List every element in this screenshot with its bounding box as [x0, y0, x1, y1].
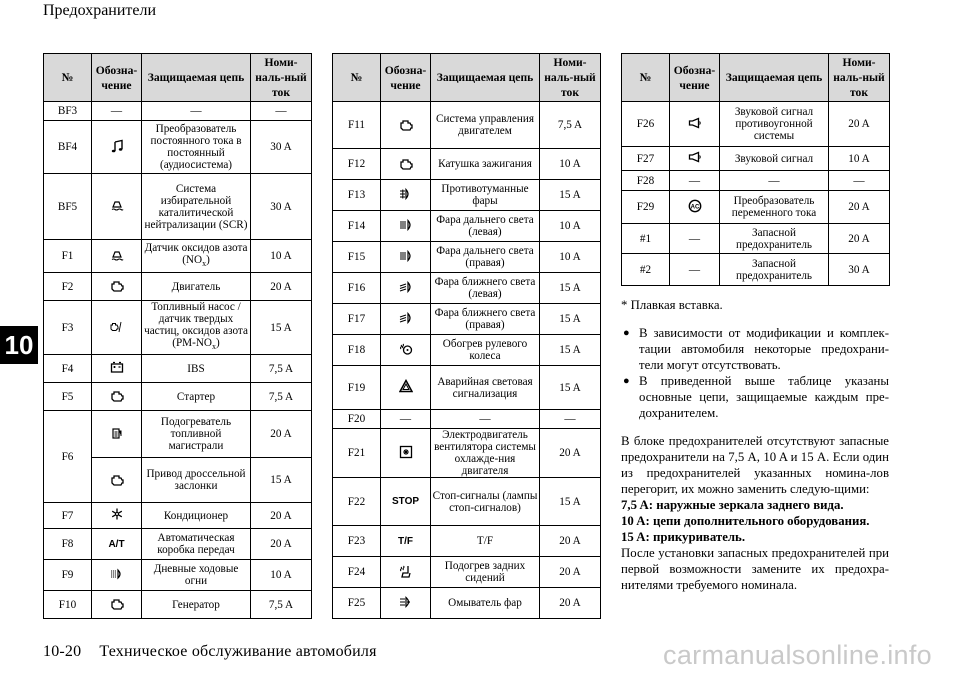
- fuse-number: F5: [44, 383, 92, 411]
- rating-cell: 15 A: [540, 478, 601, 526]
- dash-glyph: —: [688, 263, 701, 276]
- ac-inverter-icon: [688, 199, 702, 213]
- dash-glyph: —: [688, 232, 701, 245]
- engine-icon: [110, 596, 124, 610]
- fuse-number: F6: [44, 411, 92, 503]
- circuit-cell: Стоп-сигналы (лампы стоп-сигналов): [431, 478, 540, 526]
- rating-cell: 10 A: [251, 560, 312, 591]
- fuse-number: F29: [622, 191, 670, 224]
- headlamp-washer-icon: [399, 595, 413, 609]
- page-header: Предохранители: [43, 2, 157, 19]
- designation-cell: [381, 410, 431, 429]
- circuit-cell: —: [720, 171, 829, 191]
- circuit-cell: —: [431, 410, 540, 429]
- designation-cell: [381, 366, 431, 410]
- dash-glyph: —: [110, 105, 123, 117]
- circuit-cell: Привод дроссельной заслонки: [142, 458, 251, 503]
- rating-cell: 20 A: [540, 429, 601, 478]
- fog-light-icon: [399, 187, 413, 201]
- table-row: [44, 174, 312, 240]
- rating-cell: 20 A: [251, 411, 312, 458]
- designation-cell: [92, 240, 142, 273]
- fuse-number: F2: [44, 273, 92, 301]
- fuse-number: F24: [333, 557, 381, 588]
- table-row: [44, 411, 312, 458]
- circuit-cell: —: [142, 102, 251, 121]
- drl-icon: [110, 567, 124, 581]
- rating-cell: 30 A: [251, 121, 312, 174]
- fuse-number: F18: [333, 335, 381, 366]
- label-icon: STOP: [391, 496, 420, 507]
- rating-cell: 15 A: [540, 335, 601, 366]
- fuse-number: F15: [333, 242, 381, 273]
- designation-cell: [381, 335, 431, 366]
- rating-cell: 20 A: [251, 273, 312, 301]
- table-row: [333, 149, 601, 180]
- rating-cell: 7,5 A: [540, 102, 601, 149]
- fuse-number: F16: [333, 273, 381, 304]
- rating-cell: 10 A: [540, 149, 601, 180]
- engine-icon: [399, 117, 413, 131]
- designation-cell: [92, 503, 142, 529]
- bullet-2: ● В приведенной выше таблице указаны основные цепи, защищаемые каждым пре-дохранителем.: [621, 373, 889, 421]
- table-row: [333, 429, 601, 478]
- fuse-number: F27: [622, 147, 670, 171]
- page-footer: [43, 643, 377, 661]
- table-row: [333, 242, 601, 273]
- table-row: [44, 383, 312, 411]
- fuse-number: F25: [333, 588, 381, 619]
- circuit-cell: Датчик оксидов азота $(NO_x)$: [142, 240, 251, 273]
- rating-cell: 20 A: [829, 191, 890, 224]
- circuit-cell: Катушка зажигания: [431, 149, 540, 180]
- circuit-cell: Система управления двигателем: [431, 102, 540, 149]
- header-circuit: Защищаемая цепь: [431, 54, 540, 102]
- fuse-number: F23: [333, 526, 381, 557]
- table-row: [44, 240, 312, 273]
- designation-cell: [92, 560, 142, 591]
- table-row: [333, 335, 601, 366]
- horn-icon: [688, 150, 702, 164]
- fuse-number: F26: [622, 102, 670, 147]
- header-num: №: [333, 54, 381, 102]
- spare-7-5a: 7,5 A: наружные зеркала заднего вида.: [621, 498, 844, 512]
- fan-motor-icon: [399, 445, 413, 459]
- circuit-cell: Двигатель: [142, 273, 251, 301]
- circuit-cell: Противотуманные фары: [431, 180, 540, 211]
- fuse-number: #2: [622, 254, 670, 286]
- fuse-number: F22: [333, 478, 381, 526]
- rating-cell: 7,5 A: [251, 591, 312, 619]
- bullet-1: ● В зависимости от модификации и комплек-тации автомобиля некоторые предохрани-тели могут отсутствовать.: [621, 325, 889, 373]
- fuel-heater-icon: [110, 426, 124, 440]
- fuse-number: BF3: [44, 102, 92, 121]
- table-row: [333, 526, 601, 557]
- header-num: №: [44, 54, 92, 102]
- circuit-cell: Звуковой сигнал: [720, 147, 829, 171]
- designation-cell: [381, 102, 431, 149]
- rating-cell: 7,5 A: [251, 355, 312, 383]
- header-designation: Обозна-чение: [381, 54, 431, 102]
- rating-cell: 7,5 A: [251, 383, 312, 411]
- dash-glyph: —: [688, 174, 701, 187]
- engine-icon: [110, 388, 124, 402]
- engine-icon: [110, 278, 124, 292]
- circuit-cell: Обогрев рулевого колеса: [431, 335, 540, 366]
- label-icon: A/T: [108, 538, 125, 550]
- circuit-cell: Дневные ходовые огни: [142, 560, 251, 591]
- footnote: * Плавкая вставка.: [621, 298, 723, 312]
- circuit-cell: Стартер: [142, 383, 251, 411]
- heated-wheel-icon: [399, 342, 413, 356]
- fuse-number: BF4: [44, 121, 92, 174]
- table-row: [44, 503, 312, 529]
- table-row: [333, 102, 601, 149]
- circuit-cell: Автоматическая коробка передач: [142, 529, 251, 560]
- table-row: [622, 224, 890, 254]
- fuse-number: F9: [44, 560, 92, 591]
- fuse-number: F10: [44, 591, 92, 619]
- designation-cell: [381, 304, 431, 335]
- rating-cell: 30 A: [251, 174, 312, 240]
- rating-cell: 20 A: [829, 102, 890, 147]
- table-row: [333, 304, 601, 335]
- header-num: №: [622, 54, 670, 102]
- header-circuit: Защищаемая цепь: [142, 54, 251, 102]
- table-row: [333, 588, 601, 619]
- designation-cell: [381, 478, 431, 526]
- footer-title: Техническое обслуживание автомобиля: [99, 643, 377, 660]
- table-row: [44, 121, 312, 174]
- circuit-cell: Фара дальнего света (правая): [431, 242, 540, 273]
- fuse-number: F7: [44, 503, 92, 529]
- designation-cell: [381, 588, 431, 619]
- header-rating: Номи-наль-ный ток: [540, 54, 601, 102]
- designation-cell: [670, 102, 720, 147]
- spare-paragraph: В блоке предохранителей отсутствуют запасные предохранители на 7,5 A, 10 A и 15 A. Если один из предохранителей указанных номина-лов перегорит, их можно заменить следую-щими:: [621, 434, 889, 496]
- fuse-number: F19: [333, 366, 381, 410]
- circuit-cell: Подогрев задних сидений: [431, 557, 540, 588]
- circuit-cell: Электродвигатель вентилятора системы охлажде-ния двигателя: [431, 429, 540, 478]
- circuit-cell: Омыватель фар: [431, 588, 540, 619]
- designation-cell: [92, 102, 142, 121]
- designation-cell: [670, 254, 720, 286]
- fuse-number: #1: [622, 224, 670, 254]
- header-designation: Обозна-чение: [92, 54, 142, 102]
- designation-cell: [92, 301, 142, 355]
- table-row: [44, 355, 312, 383]
- fuse-number: F28: [622, 171, 670, 191]
- rating-cell: 20 A: [251, 529, 312, 560]
- header-rating: Номи-наль-ный ток: [251, 54, 312, 102]
- fuse-number: F13: [333, 180, 381, 211]
- rating-cell: 15 A: [540, 273, 601, 304]
- header-rating: Номи-наль-ный ток: [829, 54, 890, 102]
- circuit-cell: Запасной предохранитель: [720, 254, 829, 286]
- circuit-cell: Фара ближнего света (правая): [431, 304, 540, 335]
- rating-cell: 10 A: [251, 240, 312, 273]
- fuse-table-1: [43, 53, 312, 619]
- circuit-cell: Запасной предохранитель: [720, 224, 829, 254]
- scr-catalyst-icon: [110, 198, 124, 212]
- designation-cell: [381, 242, 431, 273]
- high-beam-icon: [399, 249, 413, 263]
- circuit-cell: Аварийная световая сигнализация: [431, 366, 540, 410]
- circuit-cell: Система избирательной каталитической нейтрализации (SCR): [142, 174, 251, 240]
- circuit-cell: Топливный насос / датчик твердых частиц, оксидов азота $(PM-NO_x)$: [142, 301, 251, 355]
- high-beam-icon: [399, 218, 413, 232]
- fuse-number: F11: [333, 102, 381, 149]
- circuit-cell: Звуковой сигнал противоугонной системы: [720, 102, 829, 147]
- rating-cell: 10 A: [829, 147, 890, 171]
- fuse-number: F21: [333, 429, 381, 478]
- table-row: [622, 147, 890, 171]
- designation-cell: [381, 211, 431, 242]
- rating-cell: —: [829, 171, 890, 191]
- spare-15a: 15 A: прикуриватель.: [621, 530, 746, 544]
- rating-cell: 15 A: [251, 458, 312, 503]
- table-row: [333, 180, 601, 211]
- rating-cell: 10 A: [540, 211, 601, 242]
- designation-cell: [670, 147, 720, 171]
- table-row: [44, 301, 312, 355]
- table-row: [333, 273, 601, 304]
- dash-glyph: —: [399, 413, 412, 425]
- heated-seat-icon: [399, 564, 413, 578]
- designation-cell: [381, 526, 431, 557]
- circuit-cell: Преобразователь постоянного тока в постоянный (аудиосистема): [142, 121, 251, 174]
- battery-icon: [110, 360, 124, 374]
- rating-cell: 10 A: [540, 242, 601, 273]
- fuse-number: BF5: [44, 174, 92, 240]
- table-row: [44, 102, 312, 121]
- circuit-cell: Фара ближнего света (левая): [431, 273, 540, 304]
- designation-cell: [670, 171, 720, 191]
- designation-cell: [381, 149, 431, 180]
- low-beam-icon: [399, 311, 413, 325]
- circuit-cell: Преобразователь переменного тока: [720, 191, 829, 224]
- designation-cell: [92, 591, 142, 619]
- fuse-number: F3: [44, 301, 92, 355]
- fuse-number: F8: [44, 529, 92, 560]
- fuse-number: F14: [333, 211, 381, 242]
- low-beam-icon: [399, 280, 413, 294]
- designation-cell: [381, 557, 431, 588]
- circuit-cell: Кондиционер: [142, 503, 251, 529]
- designation-cell: [381, 180, 431, 211]
- fuse-table-2: [332, 53, 601, 619]
- table-row: [333, 557, 601, 588]
- snowflake-icon: [110, 507, 124, 521]
- rating-cell: 15 A: [540, 304, 601, 335]
- svg-text:AC: AC: [690, 204, 699, 211]
- circuit-cell: IBS: [142, 355, 251, 383]
- engine-scr-icon: [110, 319, 124, 333]
- circuit-cell: Генератор: [142, 591, 251, 619]
- table-row: [622, 171, 890, 191]
- table-row: [44, 529, 312, 560]
- designation-cell: [92, 273, 142, 301]
- designation-cell: [92, 121, 142, 174]
- table-row: [44, 273, 312, 301]
- fuse-table-3: [621, 53, 890, 286]
- header-designation: Обозна-чение: [670, 54, 720, 102]
- scr-catalyst-icon: [110, 248, 124, 262]
- label-icon: T/F: [398, 535, 413, 547]
- designation-cell: [670, 191, 720, 224]
- watermark: carmanualsonline.info: [663, 640, 932, 670]
- rating-cell: —: [251, 102, 312, 121]
- table-row: [622, 254, 890, 286]
- engine-icon: [399, 156, 413, 170]
- rating-cell: —: [540, 410, 601, 429]
- rating-cell: 20 A: [540, 526, 601, 557]
- footer-page-number: 10-20: [43, 643, 82, 660]
- table-row: [622, 102, 890, 147]
- fuse-number: F1: [44, 240, 92, 273]
- designation-cell: [381, 273, 431, 304]
- table-row: [44, 560, 312, 591]
- designation-cell: [92, 529, 142, 560]
- final-paragraph: После установки запасных предохранителей при первой возможности замените их предохра-нителями требуемого номинала.: [621, 546, 889, 592]
- rating-cell: 15 A: [251, 301, 312, 355]
- fuse-number: F4: [44, 355, 92, 383]
- designation-cell: [381, 429, 431, 478]
- rating-cell: 15 A: [540, 180, 601, 211]
- table-row: [333, 410, 601, 429]
- rating-cell: 30 A: [829, 254, 890, 286]
- header-circuit: Защищаемая цепь: [720, 54, 829, 102]
- rating-cell: 20 A: [251, 503, 312, 529]
- music-note-icon: [110, 139, 124, 153]
- table-row: [622, 191, 890, 224]
- designation-cell: [92, 383, 142, 411]
- table-row: [44, 591, 312, 619]
- rating-cell: 15 A: [540, 366, 601, 410]
- table-row: [333, 211, 601, 242]
- designation-cell: [92, 174, 142, 240]
- circuit-cell: Подогреватель топливной магистрали: [142, 411, 251, 458]
- chapter-tab: 10: [0, 326, 38, 364]
- table-row: [333, 478, 601, 526]
- rating-cell: 20 A: [540, 557, 601, 588]
- circuit-cell: T/F: [431, 526, 540, 557]
- fuse-number: F20: [333, 410, 381, 429]
- rating-cell: 20 A: [540, 588, 601, 619]
- fuse-number: F17: [333, 304, 381, 335]
- notes-block: [621, 297, 889, 593]
- designation-cell: [670, 224, 720, 254]
- hazard-icon: [399, 379, 413, 393]
- fuse-number: F12: [333, 149, 381, 180]
- table-row: [333, 366, 601, 410]
- circuit-cell: Фара дальнего света (левая): [431, 211, 540, 242]
- horn-icon: [688, 116, 702, 130]
- spare-10a: 10 A: цепи дополнительного оборудования.: [621, 514, 870, 528]
- rating-cell: 20 A: [829, 224, 890, 254]
- designation-cell: [92, 411, 142, 458]
- engine-icon: [110, 472, 124, 486]
- designation-cell: [92, 458, 142, 503]
- designation-cell: [92, 355, 142, 383]
